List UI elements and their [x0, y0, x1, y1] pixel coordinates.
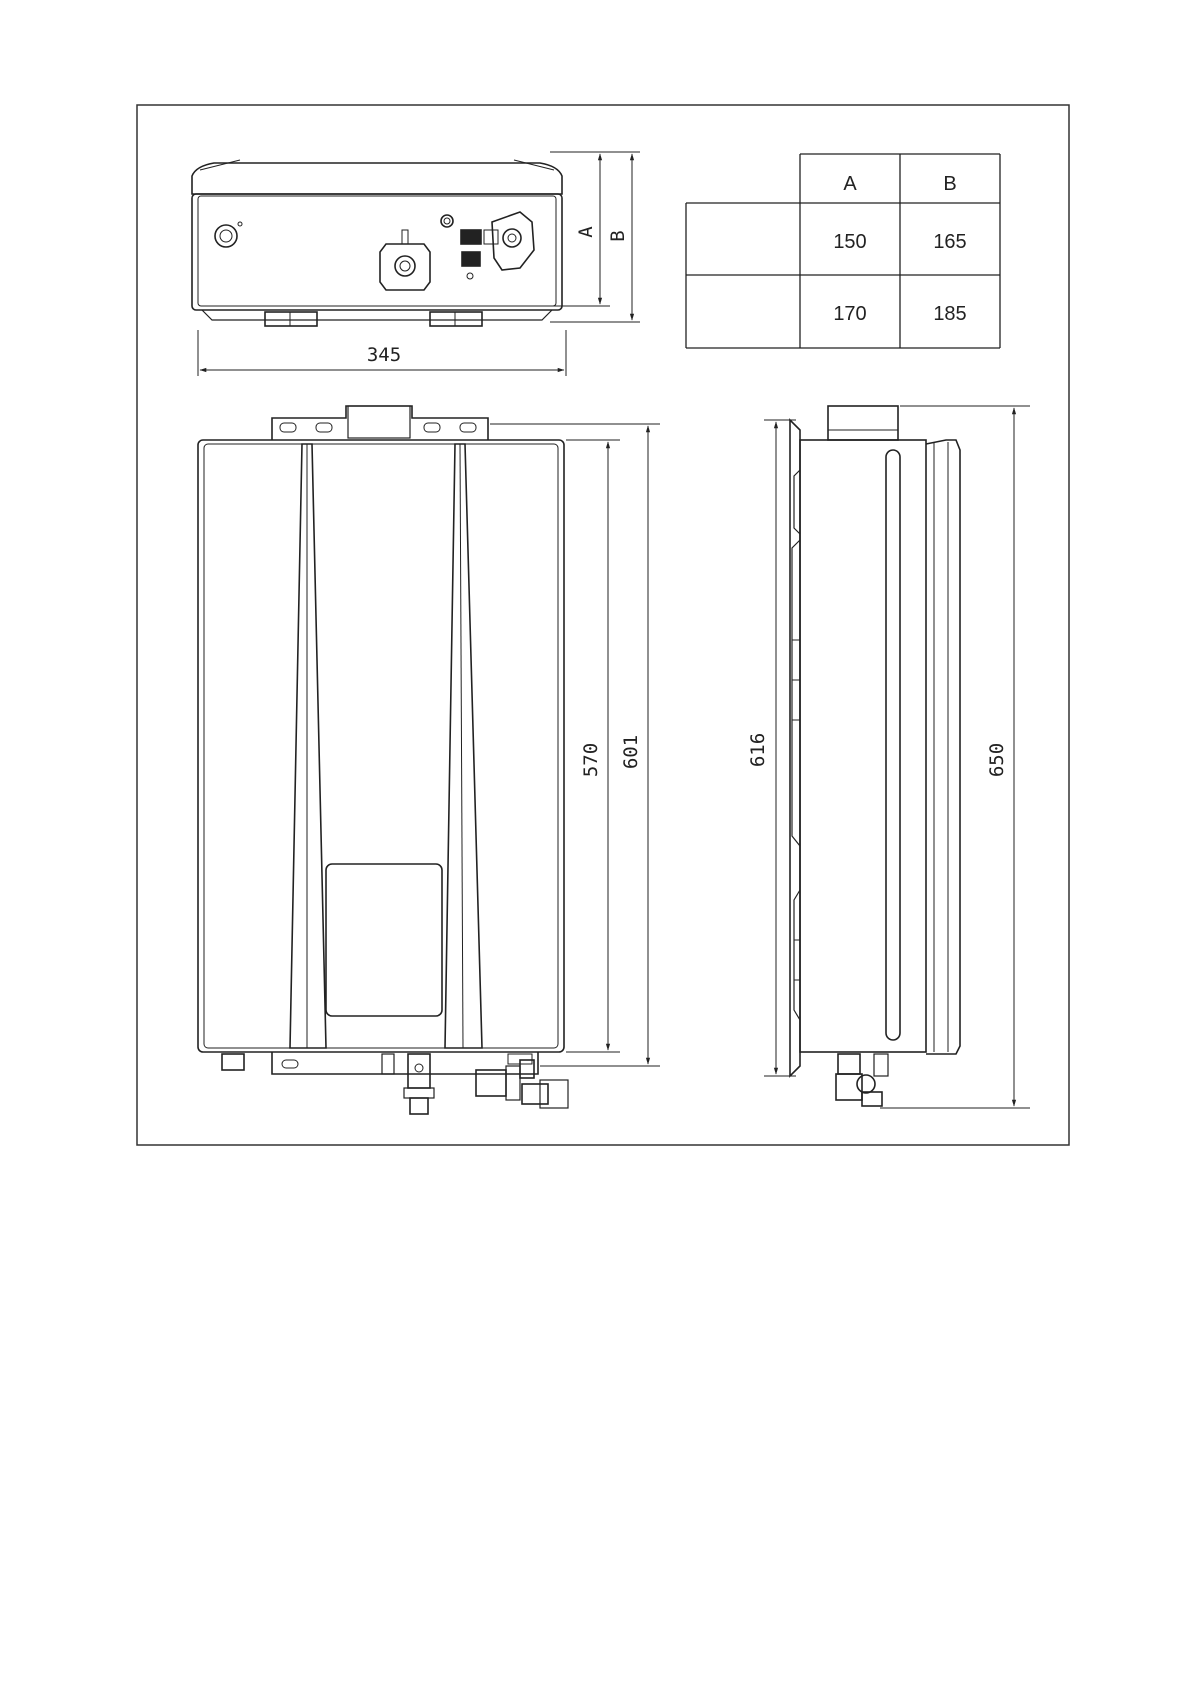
table-row-2-a: 170 [833, 303, 867, 325]
bracket-tab-left [265, 312, 317, 326]
top-flange [380, 244, 430, 290]
dim-front-body-height: 570 [580, 742, 602, 778]
dim-width: 345 [366, 344, 402, 366]
table-header-a: A [843, 173, 857, 195]
dim-front-overall-height: 601 [620, 734, 642, 770]
bracket-tab-right [430, 312, 482, 326]
dim-top-b: B [607, 230, 629, 242]
dim-side-overall-height: 650 [986, 742, 1008, 778]
table-row-2-b: 185 [933, 303, 967, 325]
table-header-b: B [943, 173, 957, 195]
wall-bracket-top [272, 406, 488, 440]
top-view [192, 160, 562, 326]
table-row-1-b: 165 [933, 231, 967, 253]
front-view [198, 406, 568, 1114]
top-fitting-left [215, 225, 237, 247]
front-body [198, 440, 564, 1052]
dim-side-body-height: 616 [747, 732, 769, 768]
drawing-frame [137, 105, 1069, 1145]
table-row-1-a: 150 [833, 231, 867, 253]
front-display-window [326, 864, 442, 1016]
side-bottom-fitting [838, 1054, 860, 1074]
side-flue [828, 406, 898, 440]
side-view [790, 406, 960, 1106]
side-body [800, 440, 926, 1052]
bottom-fitting-1 [222, 1054, 244, 1070]
dim-top-a: A [575, 226, 597, 238]
